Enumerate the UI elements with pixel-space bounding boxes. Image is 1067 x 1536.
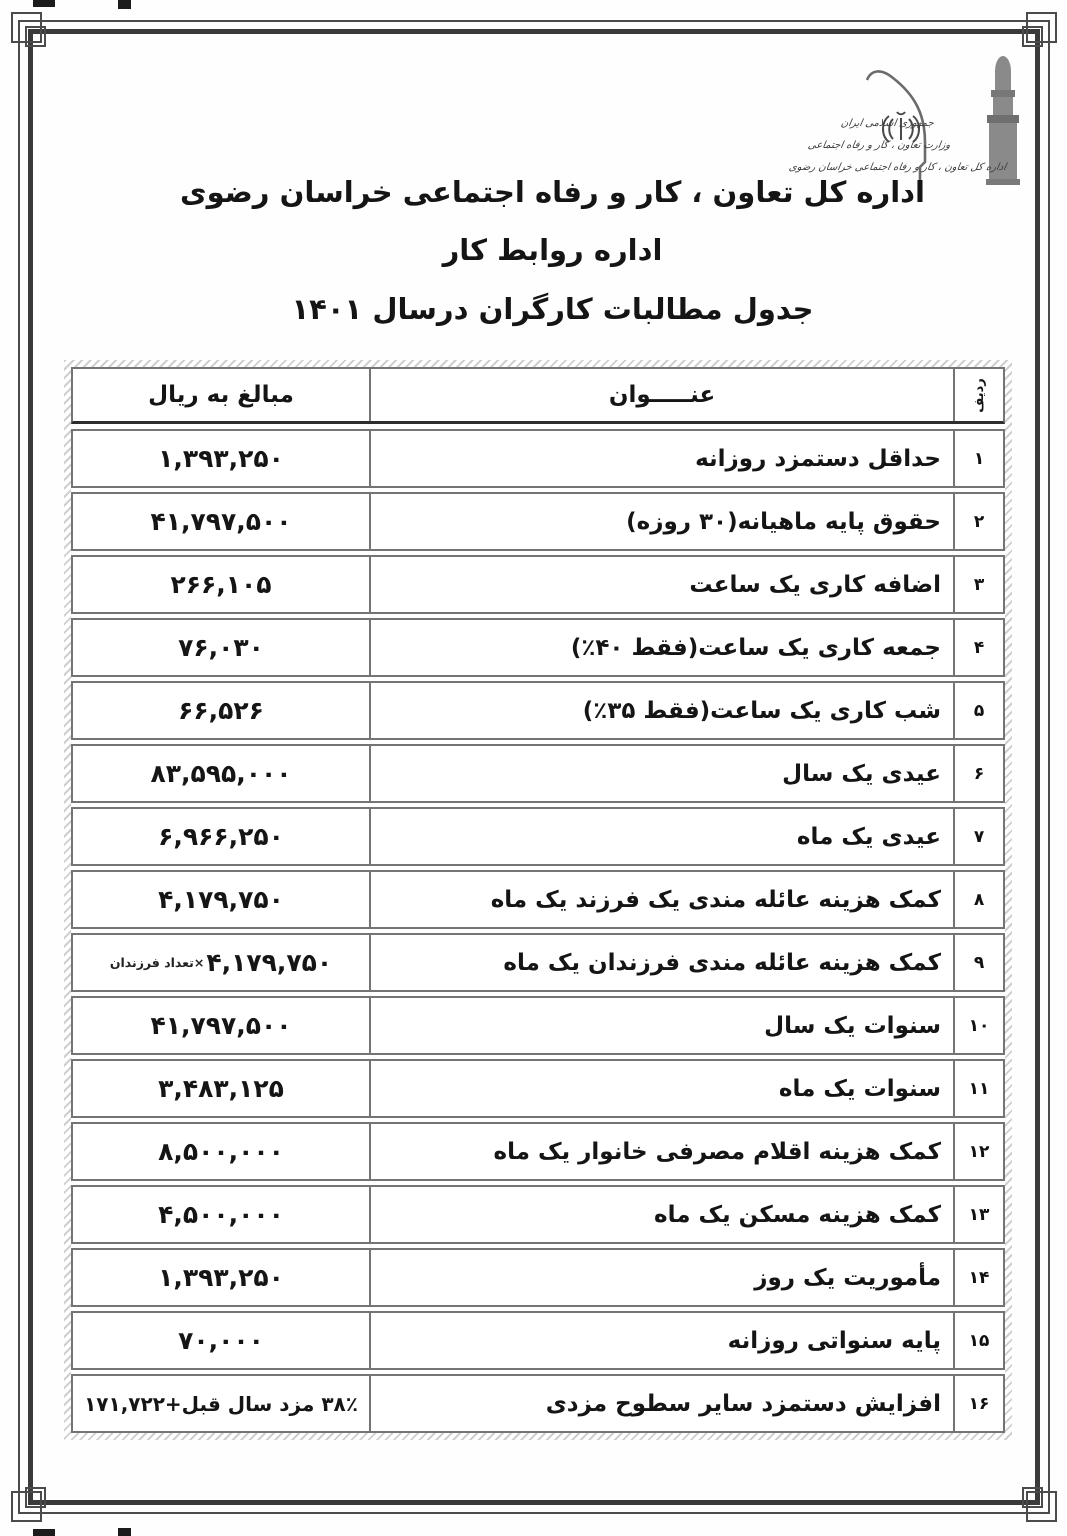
row-title: کمک هزینه عائله مندی فرزندان یک ماه: [369, 935, 953, 990]
row-title: مأموریت یک روز: [369, 1250, 953, 1305]
corner-ornament: [1022, 26, 1043, 47]
amount-value: ۴۱,۷۹۷,۵۰۰: [150, 507, 292, 536]
amount-value: ۸,۵۰۰,۰۰۰: [158, 1137, 284, 1166]
amount-value: ۷۰,۰۰۰: [178, 1326, 264, 1355]
table-row: [71, 1185, 1005, 1244]
amount-value: ۷۶,۰۳۰: [178, 633, 264, 662]
row-amount: [73, 431, 369, 486]
amount-value: ۱,۳۹۳,۲۵۰: [158, 444, 284, 473]
corner-ornament: [25, 26, 46, 47]
row-number: ۶: [953, 746, 1003, 801]
table-row: [71, 1248, 1005, 1307]
row-title: شب کاری یک ساعت(فقط ۳۵٪): [369, 683, 953, 738]
row-number: ۳: [953, 557, 1003, 612]
table-row: [71, 1122, 1005, 1181]
row-number: ۵: [953, 683, 1003, 738]
header-title: [369, 369, 953, 421]
table-row: [71, 870, 1005, 929]
row-title: کمک هزینه عائله مندی یک فرزند یک ماه: [369, 872, 953, 927]
row-number: ۱۱: [953, 1061, 1003, 1116]
header-amount: [73, 369, 369, 421]
row-number: ۱۶: [953, 1376, 1003, 1431]
row-number: ۱۵: [953, 1313, 1003, 1368]
table-row: [71, 429, 1005, 488]
row-amount: [73, 1061, 369, 1116]
row-number: ۱۰: [953, 998, 1003, 1053]
row-title: حداقل دستمزد روزانه: [369, 431, 953, 486]
amount-value: ۶۶,۵۲۶: [178, 696, 264, 725]
row-title: سنوات یک ماه: [369, 1061, 953, 1116]
table-row: [71, 807, 1005, 866]
table-row: [71, 618, 1005, 677]
row-number: ۱۲: [953, 1124, 1003, 1179]
row-number: ۱۴: [953, 1250, 1003, 1305]
department-title: اداره روابط کار: [442, 233, 663, 268]
table-row: [71, 1374, 1005, 1433]
table-row: [71, 1311, 1005, 1370]
row-amount: [73, 872, 369, 927]
table-title: جدول مطالبات کارگران درسال ۱۴۰۱: [291, 291, 814, 326]
row-amount: [73, 998, 369, 1053]
row-amount: [73, 557, 369, 612]
scan-artifact: [33, 0, 55, 7]
table-row: [71, 492, 1005, 551]
table-row: [71, 555, 1005, 614]
amount-value: ۴۱,۷۹۷,۵۰۰: [150, 1011, 292, 1040]
row-amount: [73, 1376, 369, 1431]
row-title: عیدی یک سال: [369, 746, 953, 801]
row-amount: [73, 494, 369, 549]
row-number: ۸: [953, 872, 1003, 927]
table-row: [71, 744, 1005, 803]
row-amount: [73, 1250, 369, 1305]
table-row: [71, 1059, 1005, 1118]
corner-ornament: [25, 1487, 46, 1508]
row-number: ۷: [953, 809, 1003, 864]
header-row-number: [953, 369, 1003, 421]
table-header-row: [71, 367, 1005, 424]
amount-value: ۶,۹۶۶,۲۵۰: [158, 822, 284, 851]
logo-text-line: وزارت تعاون ، کار و رفاه اجتماعی: [806, 140, 951, 151]
row-number: ۱: [953, 431, 1003, 486]
row-number: ۱۳: [953, 1187, 1003, 1242]
row-title: پایه سنواتی روزانه: [369, 1313, 953, 1368]
row-number: ۴: [953, 620, 1003, 675]
row-title: کمک هزینه مسکن یک ماه: [369, 1187, 953, 1242]
amount-value: ۲۶۶,۱۰۵: [170, 570, 272, 599]
scan-artifact: [33, 1529, 55, 1536]
org-title: اداره کل تعاون ، کار و رفاه اجتماعی خراسان رضوی: [180, 175, 925, 209]
row-amount: [73, 1124, 369, 1179]
row-amount: [73, 683, 369, 738]
row-title: جمعه کاری یک ساعت(فقط ۴۰٪): [369, 620, 953, 675]
amount-value: ۴,۱۷۹,۷۵۰: [206, 948, 333, 977]
amount-value: ۸۳,۵۹۵,۰۰۰: [150, 759, 292, 788]
document-header: [95, 176, 1010, 351]
row-amount: [73, 1313, 369, 1368]
amount-suffix: ×تعداد فرزندان: [109, 955, 205, 970]
table-row: [71, 933, 1005, 992]
amount-value: ۴,۵۰۰,۰۰۰: [158, 1200, 284, 1229]
row-amount: [73, 809, 369, 864]
scan-artifact: [118, 0, 131, 9]
row-number: ۹: [953, 935, 1003, 990]
row-amount: [73, 1187, 369, 1242]
row-title: کمک هزینه اقلام مصرفی خانوار یک ماه: [369, 1124, 953, 1179]
header-row-number-label: ردیف: [971, 377, 987, 413]
header-amount-label: مبالغ به ریال: [148, 382, 294, 408]
scan-artifact: [118, 1528, 131, 1536]
logo-text-line: اداره کل تعاون ، کار و رفاه اجتماعی خراسان رضوی: [787, 162, 1007, 173]
corner-ornament: [1022, 1487, 1043, 1508]
amount-value: ۱,۳۹۳,۲۵۰: [158, 1263, 284, 1292]
header-title-label: عنـــــوان: [608, 382, 716, 408]
row-amount: [73, 620, 369, 675]
claims-table: [64, 360, 1012, 1440]
table-body: [71, 367, 1005, 1433]
table-row: [71, 681, 1005, 740]
amount-value: ۳۸٪ مزد سال قبل+۱۷۱,۷۲۲: [84, 1391, 358, 1416]
table-row: [71, 996, 1005, 1055]
row-number: ۲: [953, 494, 1003, 549]
amount-value: ۳,۴۸۳,۱۲۵: [158, 1074, 284, 1103]
logo-text-line: جمهوری اسلامی ایران: [840, 118, 935, 129]
row-amount: [73, 746, 369, 801]
row-title: اضافه کاری یک ساعت: [369, 557, 953, 612]
row-title: عیدی یک ماه: [369, 809, 953, 864]
row-title: افزایش دستمزد سایر سطوح مزدی: [369, 1376, 953, 1431]
row-title: سنوات یک سال: [369, 998, 953, 1053]
amount-value: ۴,۱۷۹,۷۵۰: [158, 885, 284, 914]
row-title: حقوق پایه ماهیانه(۳۰ روزه): [369, 494, 953, 549]
row-amount: [73, 935, 369, 990]
